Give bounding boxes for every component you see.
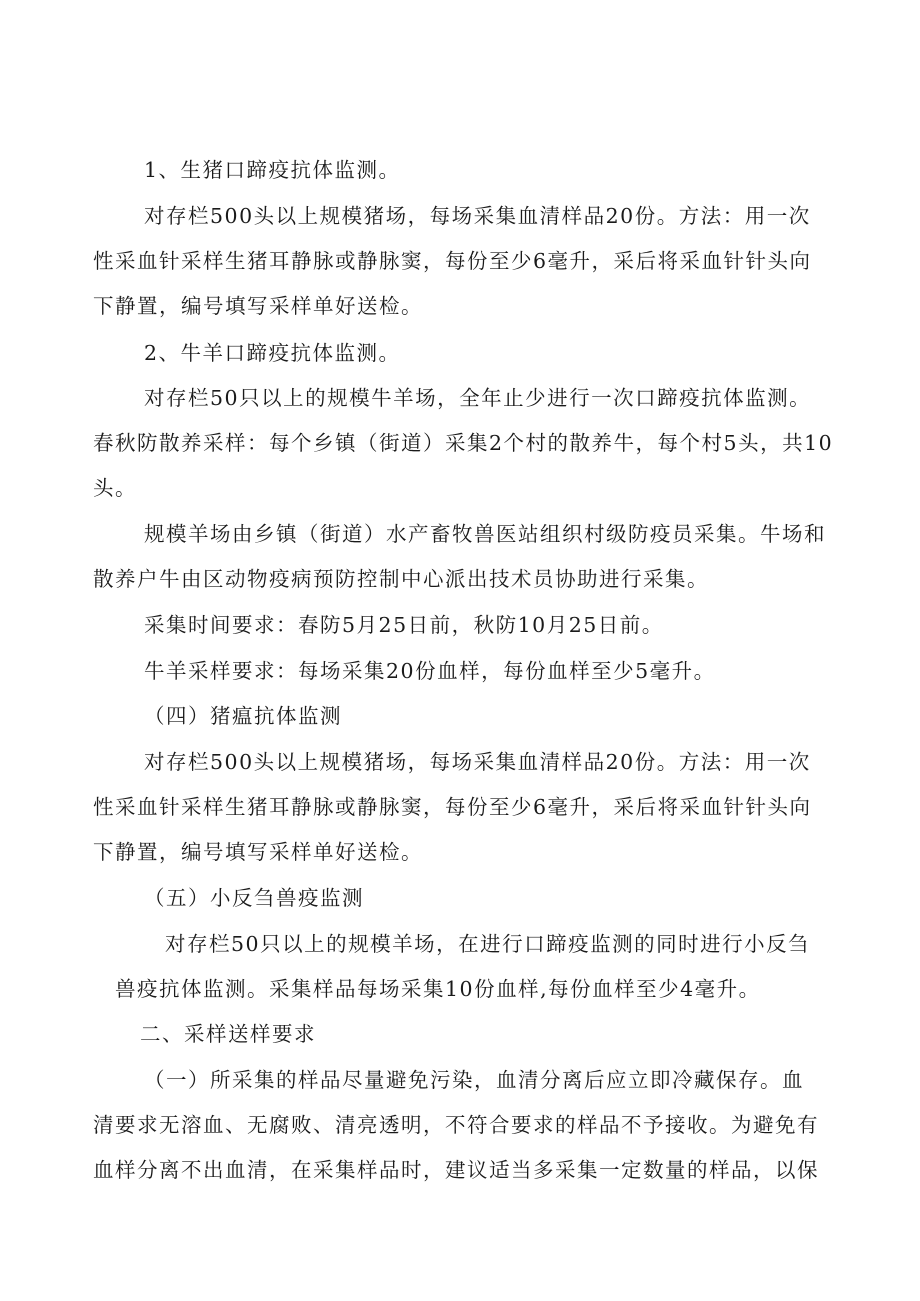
text-line: 兽疫抗体监测。采集样品每场采集10份血样,每份血样至少4毫升。 <box>115 977 761 1001</box>
text-line: 清要求无溶血、无腐败、清亮透明，不符合要求的样品不予接收。为避免有 <box>93 1113 819 1137</box>
heading-ppr <box>144 876 364 921</box>
text-line: 对存栏500头以上规模猪场，每场采集血清样品20份。方法：用一次 <box>144 204 811 228</box>
text-line: 牛羊采样要求：每场采集20份血样，每份血样至少5毫升。 <box>144 659 716 683</box>
text-line: 2、牛羊口蹄疫抗体监测。 <box>144 341 401 365</box>
paragraph-pig-fmd-method <box>93 194 812 329</box>
text-line: 规模羊场由乡镇（街道）水产畜牧兽医站组织村级防疫员采集。牛场和 <box>144 522 826 546</box>
text-line: 下静置，编号填写采样单好送检。 <box>93 294 423 318</box>
heading-cattle-sheep-fmd <box>144 331 401 376</box>
heading-sampling-requirements <box>140 1012 316 1057</box>
text-line: 二、采样送样要求 <box>140 1022 316 1046</box>
text-line: 对存栏50只以上的规模牛羊场，全年止少进行一次口蹄疫抗体监测。 <box>144 386 812 410</box>
paragraph-swine-fever-method <box>93 740 812 875</box>
text-line: 对存栏500头以上规模猪场，每场采集血清样品20份。方法：用一次 <box>144 750 811 774</box>
paragraph-sheep-farm-collection <box>93 512 826 602</box>
heading-pig-fmd <box>144 148 401 193</box>
text-line: 性采血针采样生猪耳静脉或静脉窦，每份至少6毫升，采后将采血针针头向 <box>93 249 812 273</box>
paragraph-sampling-requirement <box>144 649 716 694</box>
text-line: 1、生猪口蹄疫抗体监测。 <box>144 158 401 182</box>
text-line: 春秋防散养采样：每个乡镇（街道）采集2个村的散养牛，每个村5头，共10 <box>93 431 834 455</box>
text-line: 对存栏50只以上的规模羊场，在进行口蹄疫监测的同时进行小反刍 <box>165 932 811 956</box>
paragraph-collection-time <box>144 603 664 648</box>
text-line: （五）小反刍兽疫监测 <box>144 886 364 910</box>
text-line: （四）猪瘟抗体监测 <box>144 704 342 728</box>
text-line: 下静置，编号填写采样单好送检。 <box>93 840 423 864</box>
text-line: 头。 <box>93 476 137 500</box>
heading-swine-fever <box>144 694 342 739</box>
text-line: 血样分离不出血清，在采集样品时，建议适当多采集一定数量的样品，以保 <box>93 1158 819 1182</box>
text-line: 散养户牛由区动物疫病预防控制中心派出技术员协助进行采集。 <box>93 567 709 591</box>
paragraph-cattle-sheep-fmd <box>93 376 833 511</box>
paragraph-ppr <box>115 922 810 1012</box>
text-line: 性采血针采样生猪耳静脉或静脉窦，每份至少6毫升，采后将采血针针头向 <box>93 795 812 819</box>
text-line: （一）所采集的样品尽量避免污染，血清分离后应立即冷藏保存。血 <box>144 1068 804 1092</box>
text-line: 采集时间要求：春防5月25日前，秋防10月25日前。 <box>144 613 664 637</box>
paragraph-sample-preservation <box>93 1058 819 1193</box>
